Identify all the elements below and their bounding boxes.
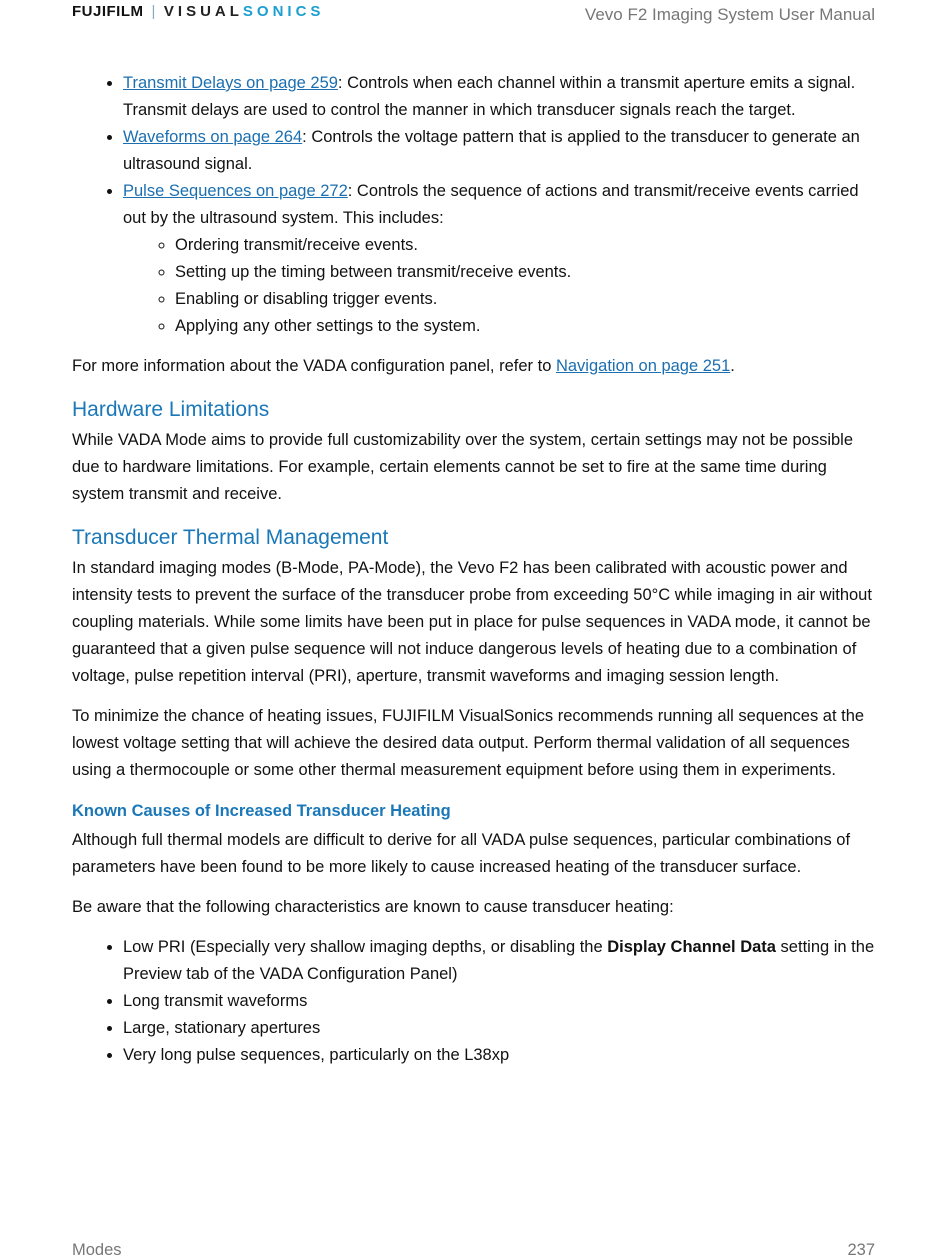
item-text: setting in the Preview tab of the VADA Configuration Panel) xyxy=(123,938,875,983)
link-transmit-delays[interactable]: Transmit Delays on page 259 xyxy=(123,74,338,92)
footer-page-number: 237 xyxy=(847,1241,875,1259)
heading-hardware-limitations: Hardware Limitations xyxy=(72,398,270,421)
thermal-paragraph-1: In standard imaging modes (B-Mode, PA-Mode), the Vevo F2 has been calibrated with acoustic power and intensity tests to prevent the surface of the transducer probe from exceeding 50°C while imaging in air without coupling materials. While some limits have been put in place for pulse sequences in VADA mode, it cannot be guaranteed that a given pulse sequence will not induce dangerous levels of heating due to a combination of voltage, pulse repetition interval (PRI), aperture, transmit waveforms and imaging session length. xyxy=(72,559,872,685)
list-item xyxy=(123,124,878,178)
list-item-text: : Controls the sequence of actions and transmit/receive events carried out by the ultrasound system. This includes: xyxy=(123,182,859,227)
sub-list-item: ◦ Setting up the timing between transmit/receive events. xyxy=(175,259,878,286)
list-item-text: : Controls the voltage pattern that is applied to the transducer to generate an ultrasound signal. xyxy=(123,128,860,173)
more-info-text: For more information about the VADA configuration panel, refer to xyxy=(72,357,556,375)
sub-list-item: ◦ Ordering transmit/receive events. xyxy=(175,232,878,259)
list-item xyxy=(123,70,878,124)
causes-list xyxy=(72,934,878,1069)
intro-list xyxy=(72,70,878,340)
list-item: • Large, stationary apertures xyxy=(123,1015,878,1042)
item-bold-setting: Display Channel Data xyxy=(607,938,776,956)
item-text: Low PRI (Especially very shallow imaging depths, or disabling the xyxy=(123,938,608,956)
list-item-text: : Controls when each channel within a transmit aperture emits a signal. Transmit delays are used to control the manner in which transducer signals reach the target. xyxy=(123,74,856,119)
more-info-paragraph xyxy=(72,353,878,380)
fujifilm-visualsonics-logo: FUJIFILM | VISUALSONICS xyxy=(72,3,325,20)
link-navigation[interactable]: Navigation on page 251 xyxy=(555,357,731,375)
page-content xyxy=(72,70,878,1069)
header-title: Vevo F2 Imaging System User Manual xyxy=(584,5,875,24)
sub-list xyxy=(123,232,878,340)
causes-paragraph-1: Although full thermal models are difficult to derive for all VADA pulse sequences, particular combinations of parameters have been found to be more likely to cause increased heating of the transducer surface. xyxy=(72,831,851,876)
list-item: • Long transmit waveforms xyxy=(123,988,878,1015)
causes-paragraph-2: Be aware that the following characteristics are known to cause transducer heating: xyxy=(72,898,674,916)
footer-section: Modes xyxy=(72,1241,122,1259)
link-waveforms[interactable]: Waveforms on page 264 xyxy=(123,128,303,146)
hardware-paragraph: While VADA Mode aims to provide full customizability over the system, certain settings may not be possible due to hardware limitations. For example, certain elements cannot be set to fire at the same time during system transmit and receive. xyxy=(72,431,854,503)
list-item xyxy=(123,178,878,340)
sub-list-item: ◦ Enabling or disabling trigger events. xyxy=(175,286,878,313)
list-item: • Very long pulse sequences, particularly on the L38xp xyxy=(123,1042,878,1069)
more-info-end: . xyxy=(730,357,735,375)
sub-list-item: ◦ Applying any other settings to the system. xyxy=(175,313,878,340)
heading-known-causes: Known Causes of Increased Transducer Heating xyxy=(72,802,451,820)
list-item xyxy=(123,934,878,988)
heading-thermal-management: Transducer Thermal Management xyxy=(72,526,389,549)
thermal-paragraph-2: To minimize the chance of heating issues, FUJIFILM VisualSonics recommends running all sequences at the lowest voltage setting that will achieve the desired data output. Perform thermal validation of all sequences using a thermocouple or some other thermal measurement equipment before using them in experiments. xyxy=(72,707,865,779)
link-pulse-sequences[interactable]: Pulse Sequences on page 272 xyxy=(123,182,348,200)
